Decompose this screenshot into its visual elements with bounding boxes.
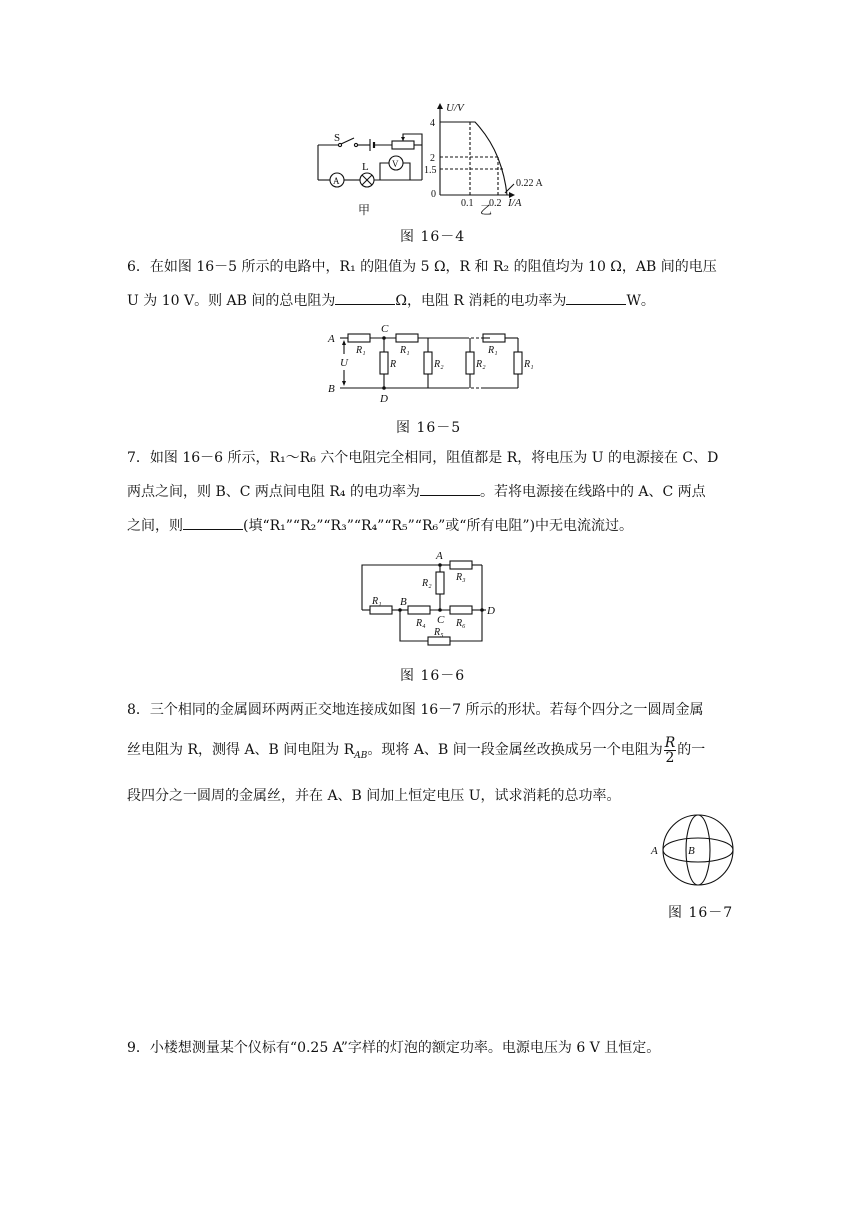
voltage-U: U	[340, 357, 348, 369]
q7-line3	[127, 509, 737, 543]
fig6-caption: 图 16－6	[400, 668, 466, 684]
q6-line2	[127, 284, 737, 318]
label-R5: R₅	[434, 627, 444, 638]
figure-16-5-circuit	[320, 322, 550, 407]
q6-line2-pre: U 为 10 V。则 AB 间的总电阻为	[127, 293, 336, 309]
q8-line1: 8．三个相同的金属圆环两两正交地连接成如图 16－7 所示的形状。若每个四分之一圆周金属	[127, 702, 704, 718]
label-R6: R₆	[456, 618, 466, 629]
fig4-jia-label: 甲	[358, 203, 371, 217]
q7-blank-1[interactable]	[420, 483, 480, 496]
y-tick-0: 0	[431, 189, 436, 200]
q8-line2-post: 的一	[677, 742, 706, 758]
q7-line3-pre: 之间，则	[127, 518, 183, 534]
label-R1: R₁	[372, 596, 382, 607]
fraction-r-over-2	[664, 736, 677, 765]
q6-line1: 6．在如图 16－5 所示的电路中，R₁ 的阻值为 5 Ω，R 和 R₂ 的阻值均为 10 Ω，AB 间的电压	[127, 259, 717, 275]
q7-line2	[127, 475, 737, 509]
y-tick-2: 2	[430, 153, 435, 164]
q6-line2-post: W。	[626, 293, 655, 309]
q7-line1: 7．如图 16－6 所示，R₁～R₆ 六个电阻完全相同，阻值都是 R，将电压为 U 的电源接在 C、D	[127, 450, 719, 466]
figure-16-7-rings	[648, 812, 743, 888]
fig4-yi-label: 乙	[480, 203, 493, 217]
node-A: A	[328, 333, 335, 345]
point-A: A	[651, 845, 658, 857]
label-R1-d: R₁	[524, 359, 534, 370]
q6-line2-mid: Ω，电阻 R 消耗的电功率为	[395, 293, 567, 309]
y-axis-label: U/V	[446, 102, 464, 114]
label-R: R	[390, 359, 397, 370]
q7-blank-2[interactable]	[183, 517, 243, 530]
figure-16-4-circuit	[300, 100, 570, 220]
x-tick-0.1: 0.1	[461, 198, 474, 209]
label-R2: R₂	[422, 578, 432, 589]
node-C: C	[437, 614, 445, 626]
fig7-caption: 图 16－7	[668, 905, 734, 921]
fig5-caption: 图 16－5	[396, 420, 462, 436]
y-tick-1.5: 1.5	[424, 165, 437, 176]
label-R2-b: R₂	[476, 359, 486, 370]
graph-annotation: 0.22 A	[516, 178, 543, 189]
graph-yi	[437, 103, 515, 198]
ammeter-label: A	[333, 176, 340, 186]
q8-rab-subscript: AB	[354, 750, 368, 761]
node-D: D	[487, 605, 495, 617]
node-B: B	[328, 383, 335, 395]
q7-line3-post: (填“R₁”“R₂”“R₃”“R₄”“R₅”“R₆”或“所有电阻”)中无电流流过。	[243, 518, 634, 534]
q6-blank-1[interactable]	[335, 292, 395, 305]
x-axis-label: I/A	[508, 197, 522, 209]
lamp-label: L	[362, 161, 369, 173]
fraction-denominator: 2	[665, 749, 675, 766]
question-9: 9．小楼想测量某个仪标有“0.25 A”字样的灯泡的额定功率。电源电压为 6 V 且恒定。	[127, 1040, 661, 1056]
label-R3: R₃	[456, 572, 466, 583]
node-D: D	[380, 393, 388, 405]
q7-line2-pre: 两点之间，则 B、C 两点间电阻 R₄ 的电功率为	[127, 484, 420, 500]
node-A: A	[436, 550, 443, 562]
figure-16-6-circuit	[350, 550, 510, 650]
point-B: B	[688, 845, 695, 857]
label-R4: R₄	[416, 618, 426, 629]
label-R1-a: R₁	[356, 345, 366, 356]
question-8	[127, 693, 737, 813]
fraction-numerator: R	[664, 734, 676, 751]
node-B: B	[400, 596, 407, 608]
label-R2-a: R₂	[434, 359, 444, 370]
switch-label: S	[334, 132, 341, 144]
q8-line3: 段四分之一圆周的金属丝，并在 A、B 间加上恒定电压 U，试求消耗的总功率。	[127, 787, 621, 804]
node-C: C	[381, 323, 389, 335]
label-R1-c: R₁	[488, 345, 498, 356]
voltmeter-label: V	[392, 159, 399, 169]
y-tick-4: 4	[430, 118, 435, 129]
q7-line2-post: 。若将电源接在线路中的 A、C 两点	[479, 484, 706, 500]
q8-line2-pre: 丝电阻为 R，测得 A、B 间电阻为 R	[127, 742, 355, 758]
q8-line2-mid: 。现将 A、B 间一段金属丝改换成另一个电阻为	[367, 742, 663, 758]
question-6	[127, 250, 737, 318]
q6-blank-2[interactable]	[566, 292, 626, 305]
x-tick-0.2: 0.2	[489, 198, 502, 209]
label-R1-b: R₁	[400, 345, 410, 356]
fig4-caption: 图 16－4	[400, 229, 466, 245]
q8-line2	[127, 727, 737, 779]
question-7	[127, 441, 737, 543]
